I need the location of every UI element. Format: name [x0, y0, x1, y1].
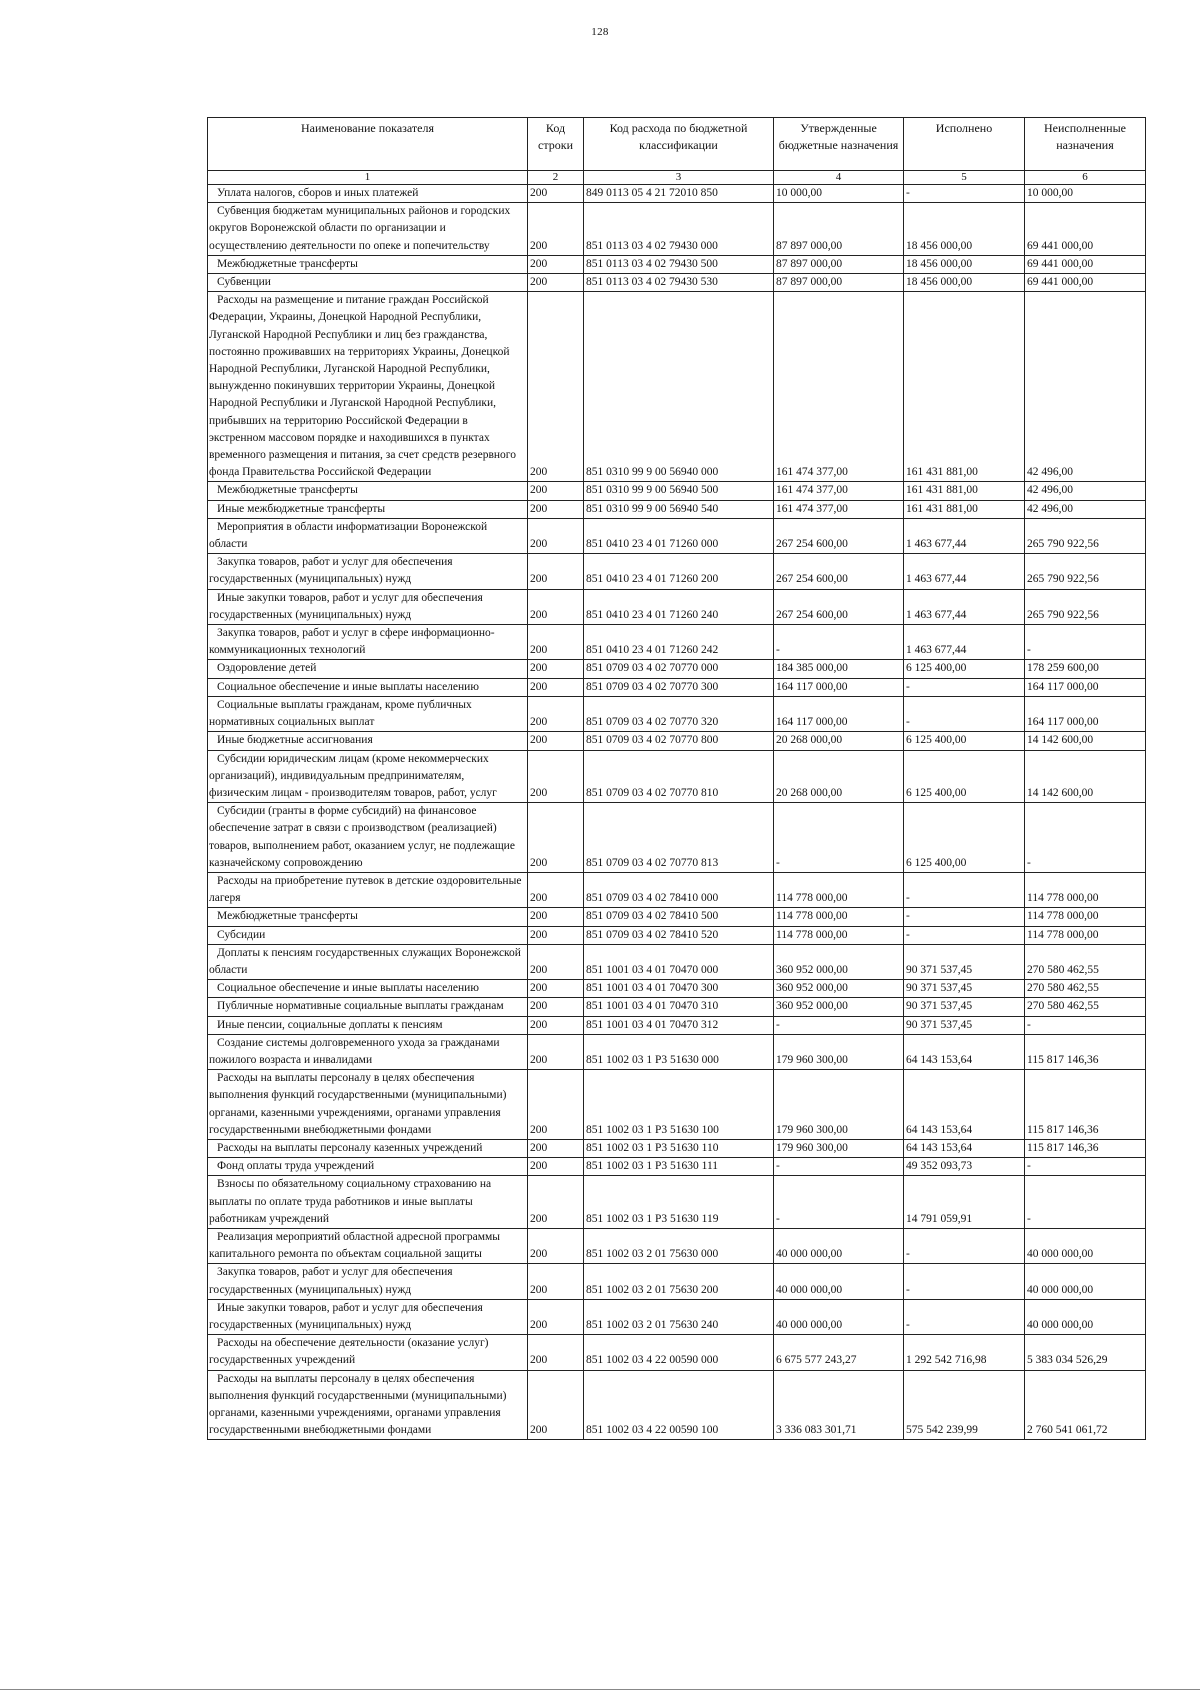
row-classification-code-cell: 851 1001 03 4 01 70470 300 [584, 980, 774, 998]
row-name-cell: Субвенция бюджетам муниципальных районов и городских округов Воронежской области по организации и осуществлению деятельности по опеке и попечительству [208, 203, 528, 256]
row-line-code-cell: 200 [528, 255, 584, 273]
row-line-code-cell: 200 [528, 732, 584, 750]
row-executed-cell: 1 463 677,44 [904, 589, 1025, 624]
row-executed-cell: - [904, 926, 1025, 944]
row-classification-code-cell: 851 0310 99 9 00 56940 500 [584, 482, 774, 500]
row-approved-cell: 20 268 000,00 [774, 732, 904, 750]
row-executed-cell: 6 125 400,00 [904, 750, 1025, 803]
row-approved-cell: 360 952 000,00 [774, 980, 904, 998]
row-name-cell: Оздоровление детей [208, 660, 528, 678]
table-row [208, 1016, 1146, 1034]
row-approved-cell: 164 117 000,00 [774, 696, 904, 731]
row-unexecuted-cell: 270 580 462,55 [1025, 980, 1146, 998]
row-line-code-cell: 200 [528, 203, 584, 256]
row-approved-cell: 40 000 000,00 [774, 1299, 904, 1334]
row-approved-cell: 114 778 000,00 [774, 872, 904, 907]
row-approved-cell: 87 897 000,00 [774, 203, 904, 256]
row-unexecuted-cell: 114 778 000,00 [1025, 872, 1146, 907]
row-classification-code-cell: 851 0709 03 4 02 78410 520 [584, 926, 774, 944]
row-classification-code-cell: 851 0709 03 4 02 78410 500 [584, 908, 774, 926]
row-executed-cell: 161 431 881,00 [904, 500, 1025, 518]
row-approved-cell: 179 960 300,00 [774, 1139, 904, 1157]
row-approved-cell: 114 778 000,00 [774, 926, 904, 944]
row-name-cell: Расходы на приобретение путевок в детские оздоровительные лагеря [208, 872, 528, 907]
row-name-cell: Иные бюджетные ассигнования [208, 732, 528, 750]
row-approved-cell: 40 000 000,00 [774, 1228, 904, 1263]
row-executed-cell: 90 371 537,45 [904, 980, 1025, 998]
row-line-code-cell: 200 [528, 1176, 584, 1229]
row-approved-cell: 161 474 377,00 [774, 500, 904, 518]
row-executed-cell: 90 371 537,45 [904, 998, 1025, 1016]
row-line-code-cell: 200 [528, 1228, 584, 1263]
row-name-cell: Реализация мероприятий областной адресной программы капитального ремонта по объектам социальной защиты [208, 1228, 528, 1263]
row-name-cell: Социальные выплаты гражданам, кроме публичных нормативных социальных выплат [208, 696, 528, 731]
row-line-code-cell: 200 [528, 1158, 584, 1176]
row-approved-cell: 267 254 600,00 [774, 589, 904, 624]
budget-execution-table-wrapper [207, 117, 1145, 1440]
row-classification-code-cell: 851 1002 03 1 P3 51630 100 [584, 1070, 774, 1140]
row-line-code-cell: 200 [528, 926, 584, 944]
row-line-code-cell: 200 [528, 696, 584, 731]
row-line-code-cell: 200 [528, 500, 584, 518]
row-classification-code-cell: 851 0709 03 4 02 78410 000 [584, 872, 774, 907]
table-row [208, 980, 1146, 998]
header-budget-classification-code: Код расхода по бюджетной классификации [584, 118, 774, 171]
table-row [208, 554, 1146, 589]
table-row [208, 500, 1146, 518]
row-line-code-cell: 200 [528, 1335, 584, 1370]
row-unexecuted-cell: 115 817 146,36 [1025, 1139, 1146, 1157]
row-classification-code-cell: 851 0709 03 4 02 70770 800 [584, 732, 774, 750]
row-line-code-cell: 200 [528, 660, 584, 678]
column-number: 2 [528, 171, 584, 185]
row-unexecuted-cell: 69 441 000,00 [1025, 203, 1146, 256]
row-line-code-cell: 200 [528, 1139, 584, 1157]
row-classification-code-cell: 851 0709 03 4 02 70770 320 [584, 696, 774, 731]
row-name-cell: Расходы на выплаты персоналу в целях обеспечения выполнения функций государственными (муниципальными) органами, казенными учреждениями, органами управления государственными внебюджетными фондами [208, 1370, 528, 1440]
row-approved-cell: - [774, 1176, 904, 1229]
row-unexecuted-cell: 69 441 000,00 [1025, 255, 1146, 273]
row-executed-cell: 1 463 677,44 [904, 625, 1025, 660]
row-executed-cell: 6 125 400,00 [904, 660, 1025, 678]
row-classification-code-cell: 851 0113 03 4 02 79430 000 [584, 203, 774, 256]
table-row [208, 926, 1146, 944]
row-executed-cell: 6 125 400,00 [904, 803, 1025, 873]
row-name-cell: Публичные нормативные социальные выплаты гражданам [208, 998, 528, 1016]
row-executed-cell: 18 456 000,00 [904, 255, 1025, 273]
row-line-code-cell: 200 [528, 1034, 584, 1069]
table-header [208, 118, 1146, 171]
row-name-cell: Расходы на выплаты персоналу казенных учреждений [208, 1139, 528, 1157]
row-unexecuted-cell: 40 000 000,00 [1025, 1264, 1146, 1299]
row-name-cell: Взносы по обязательному социальному страхованию на выплаты по оплате труда работников и иные выплаты работникам учреждений [208, 1176, 528, 1229]
row-line-code-cell: 200 [528, 944, 584, 979]
row-executed-cell: - [904, 872, 1025, 907]
table-row [208, 1176, 1146, 1229]
row-line-code-cell: 200 [528, 625, 584, 660]
row-executed-cell: - [904, 185, 1025, 203]
row-line-code-cell: 200 [528, 998, 584, 1016]
row-executed-cell: 64 143 153,64 [904, 1139, 1025, 1157]
row-name-cell: Субвенции [208, 274, 528, 292]
row-classification-code-cell: 851 1002 03 2 01 75630 200 [584, 1264, 774, 1299]
row-name-cell: Закупка товаров, работ и услуг в сфере информационно-коммуникационных технологий [208, 625, 528, 660]
row-name-cell: Закупка товаров, работ и услуг для обеспечения государственных (муниципальных) нужд [208, 1264, 528, 1299]
row-name-cell: Субсидии [208, 926, 528, 944]
table-row [208, 944, 1146, 979]
row-executed-cell: 49 352 093,73 [904, 1158, 1025, 1176]
row-name-cell: Мероприятия в области информатизации Воронежской области [208, 518, 528, 553]
table-row [208, 255, 1146, 273]
row-executed-cell: - [904, 1228, 1025, 1263]
row-line-code-cell: 200 [528, 292, 584, 482]
row-unexecuted-cell: 14 142 600,00 [1025, 750, 1146, 803]
header-line-code: Код строки [528, 118, 584, 171]
row-unexecuted-cell: 164 117 000,00 [1025, 696, 1146, 731]
table-row [208, 482, 1146, 500]
row-approved-cell: 114 778 000,00 [774, 908, 904, 926]
column-number: 4 [774, 171, 904, 185]
table-row [208, 1299, 1146, 1334]
row-unexecuted-cell: - [1025, 625, 1146, 660]
table-row [208, 660, 1146, 678]
row-approved-cell: 267 254 600,00 [774, 518, 904, 553]
row-line-code-cell: 200 [528, 554, 584, 589]
row-classification-code-cell: 851 1002 03 1 P3 51630 000 [584, 1034, 774, 1069]
row-unexecuted-cell: 270 580 462,55 [1025, 944, 1146, 979]
row-executed-cell: - [904, 1264, 1025, 1299]
row-unexecuted-cell: 265 790 922,56 [1025, 589, 1146, 624]
row-classification-code-cell: 851 1002 03 2 01 75630 000 [584, 1228, 774, 1263]
header-executed: Исполнено [904, 118, 1025, 171]
row-name-cell: Межбюджетные трансферты [208, 482, 528, 500]
row-executed-cell: 161 431 881,00 [904, 482, 1025, 500]
table-row [208, 696, 1146, 731]
row-unexecuted-cell: 40 000 000,00 [1025, 1228, 1146, 1263]
page-number: 128 [591, 26, 609, 38]
table-row [208, 750, 1146, 803]
row-approved-cell: 161 474 377,00 [774, 292, 904, 482]
table-row [208, 732, 1146, 750]
row-unexecuted-cell: 69 441 000,00 [1025, 274, 1146, 292]
header-indicator-name: Наименование показателя [208, 118, 528, 171]
row-classification-code-cell: 851 1001 03 4 01 70470 310 [584, 998, 774, 1016]
row-approved-cell: 179 960 300,00 [774, 1070, 904, 1140]
row-unexecuted-cell: 42 496,00 [1025, 500, 1146, 518]
column-number: 1 [208, 171, 528, 185]
row-name-cell: Расходы на размещение и питание граждан Российской Федерации, Украины, Донецкой Народной Республики, Луганской Народной Республики и лиц без гражданства, постоянно проживавших на территориях Украины, Донецкой Народной Республики, Луганской Народной Республики, вынужденно покинувших территории Украины, Донецкой Народной Республики и Луганской Народной Республики, прибывших на территорию Российской Федерации в экстренном массовом порядке и находившихся в пунктах временного размещения и питания, за счет средств резервного фонда Правительства Российской Федерации [208, 292, 528, 482]
row-approved-cell: 3 336 083 301,71 [774, 1370, 904, 1440]
row-executed-cell: 1 463 677,44 [904, 554, 1025, 589]
table-row [208, 1158, 1146, 1176]
row-unexecuted-cell: 10 000,00 [1025, 185, 1146, 203]
row-unexecuted-cell: - [1025, 803, 1146, 873]
table-row [208, 1335, 1146, 1370]
table-row [208, 1034, 1146, 1069]
row-classification-code-cell: 851 1002 03 4 22 00590 000 [584, 1335, 774, 1370]
table-row [208, 185, 1146, 203]
row-classification-code-cell: 851 1002 03 2 01 75630 240 [584, 1299, 774, 1334]
row-approved-cell: 20 268 000,00 [774, 750, 904, 803]
row-classification-code-cell: 851 0709 03 4 02 70770 810 [584, 750, 774, 803]
row-unexecuted-cell: 270 580 462,55 [1025, 998, 1146, 1016]
row-executed-cell: 18 456 000,00 [904, 203, 1025, 256]
row-executed-cell: 1 292 542 716,98 [904, 1335, 1025, 1370]
row-executed-cell: 64 143 153,64 [904, 1070, 1025, 1140]
row-unexecuted-cell: - [1025, 1016, 1146, 1034]
row-name-cell: Социальное обеспечение и иные выплаты населению [208, 980, 528, 998]
row-line-code-cell: 200 [528, 1370, 584, 1440]
row-executed-cell: - [904, 696, 1025, 731]
row-name-cell: Уплата налогов, сборов и иных платежей [208, 185, 528, 203]
row-unexecuted-cell: 115 817 146,36 [1025, 1070, 1146, 1140]
row-unexecuted-cell: 114 778 000,00 [1025, 926, 1146, 944]
row-name-cell: Закупка товаров, работ и услуг для обеспечения государственных (муниципальных) нужд [208, 554, 528, 589]
row-approved-cell: 184 385 000,00 [774, 660, 904, 678]
row-classification-code-cell: 851 0410 23 4 01 71260 240 [584, 589, 774, 624]
row-classification-code-cell: 851 0709 03 4 02 70770 000 [584, 660, 774, 678]
row-line-code-cell: 200 [528, 274, 584, 292]
row-classification-code-cell: 851 1002 03 1 P3 51630 119 [584, 1176, 774, 1229]
row-classification-code-cell: 851 1002 03 1 P3 51630 111 [584, 1158, 774, 1176]
row-classification-code-cell: 851 0113 03 4 02 79430 500 [584, 255, 774, 273]
row-approved-cell: - [774, 1016, 904, 1034]
row-classification-code-cell: 851 0410 23 4 01 71260 000 [584, 518, 774, 553]
row-approved-cell: 87 897 000,00 [774, 274, 904, 292]
column-number: 6 [1025, 171, 1146, 185]
table-row [208, 1070, 1146, 1140]
row-executed-cell: 575 542 239,99 [904, 1370, 1025, 1440]
header-unexecuted-appropriations: Неисполненные назначения [1025, 118, 1146, 171]
row-executed-cell: 90 371 537,45 [904, 944, 1025, 979]
table-row [208, 274, 1146, 292]
row-line-code-cell: 200 [528, 482, 584, 500]
row-name-cell: Доплаты к пенсиям государственных служащих Воронежской области [208, 944, 528, 979]
row-executed-cell: 161 431 881,00 [904, 292, 1025, 482]
table-row [208, 589, 1146, 624]
row-name-cell: Расходы на выплаты персоналу в целях обеспечения выполнения функций государственными (муниципальными) органами, казенными учреждениями, органами управления государственными внебюджетными фондами [208, 1070, 528, 1140]
row-unexecuted-cell: 40 000 000,00 [1025, 1299, 1146, 1334]
row-unexecuted-cell: - [1025, 1158, 1146, 1176]
row-line-code-cell: 200 [528, 1016, 584, 1034]
row-name-cell: Социальное обеспечение и иные выплаты населению [208, 678, 528, 696]
table-row [208, 292, 1146, 482]
table-row [208, 203, 1146, 256]
column-number: 5 [904, 171, 1025, 185]
table-row [208, 908, 1146, 926]
row-line-code-cell: 200 [528, 750, 584, 803]
row-line-code-cell: 200 [528, 1299, 584, 1334]
column-number-row [208, 171, 1146, 185]
budget-execution-table [207, 117, 1146, 1440]
row-executed-cell: 14 791 059,91 [904, 1176, 1025, 1229]
row-name-cell: Межбюджетные трансферты [208, 908, 528, 926]
row-name-cell: Фонд оплаты труда учреждений [208, 1158, 528, 1176]
row-classification-code-cell: 851 0113 03 4 02 79430 530 [584, 274, 774, 292]
row-classification-code-cell: 849 0113 05 4 21 72010 850 [584, 185, 774, 203]
row-classification-code-cell: 851 0310 99 9 00 56940 540 [584, 500, 774, 518]
row-line-code-cell: 200 [528, 678, 584, 696]
row-line-code-cell: 200 [528, 908, 584, 926]
table-row [208, 678, 1146, 696]
row-unexecuted-cell: - [1025, 1176, 1146, 1229]
row-classification-code-cell: 851 1001 03 4 01 70470 000 [584, 944, 774, 979]
row-line-code-cell: 200 [528, 185, 584, 203]
row-name-cell: Межбюджетные трансферты [208, 255, 528, 273]
row-line-code-cell: 200 [528, 980, 584, 998]
row-classification-code-cell: 851 0410 23 4 01 71260 242 [584, 625, 774, 660]
row-executed-cell: - [904, 1299, 1025, 1334]
row-approved-cell: 161 474 377,00 [774, 482, 904, 500]
table-row [208, 872, 1146, 907]
row-unexecuted-cell: 42 496,00 [1025, 482, 1146, 500]
header-approved-appropriations: Утвержденные бюджетные назначения [774, 118, 904, 171]
row-approved-cell: 267 254 600,00 [774, 554, 904, 589]
row-approved-cell: 164 117 000,00 [774, 678, 904, 696]
row-name-cell: Расходы на обеспечение деятельности (оказание услуг) государственных учреждений [208, 1335, 528, 1370]
row-classification-code-cell: 851 1002 03 4 22 00590 100 [584, 1370, 774, 1440]
row-unexecuted-cell: 265 790 922,56 [1025, 554, 1146, 589]
row-unexecuted-cell: 115 817 146,36 [1025, 1034, 1146, 1069]
row-unexecuted-cell: 14 142 600,00 [1025, 732, 1146, 750]
row-name-cell: Субсидии юридическим лицам (кроме некоммерческих организаций), индивидуальным предпринимателям, физическим лицам - производителям товаров, работ, услуг [208, 750, 528, 803]
row-unexecuted-cell: 178 259 600,00 [1025, 660, 1146, 678]
row-approved-cell: - [774, 803, 904, 873]
table-row [208, 1264, 1146, 1299]
table-row [208, 998, 1146, 1016]
row-executed-cell: 1 463 677,44 [904, 518, 1025, 553]
row-unexecuted-cell: 5 383 034 526,29 [1025, 1335, 1146, 1370]
row-approved-cell: 40 000 000,00 [774, 1264, 904, 1299]
row-name-cell: Иные закупки товаров, работ и услуг для обеспечения государственных (муниципальных) нужд [208, 1299, 528, 1334]
row-approved-cell: 6 675 577 243,27 [774, 1335, 904, 1370]
row-classification-code-cell: 851 1001 03 4 01 70470 312 [584, 1016, 774, 1034]
row-unexecuted-cell: 164 117 000,00 [1025, 678, 1146, 696]
table-row [208, 1370, 1146, 1440]
row-executed-cell: - [904, 908, 1025, 926]
table-body [208, 185, 1146, 1440]
row-unexecuted-cell: 265 790 922,56 [1025, 518, 1146, 553]
row-name-cell: Иные пенсии, социальные доплаты к пенсиям [208, 1016, 528, 1034]
scan-bottom-edge [0, 1689, 1200, 1690]
row-executed-cell: 64 143 153,64 [904, 1034, 1025, 1069]
row-approved-cell: 10 000,00 [774, 185, 904, 203]
row-line-code-cell: 200 [528, 589, 584, 624]
row-line-code-cell: 200 [528, 1070, 584, 1140]
row-line-code-cell: 200 [528, 518, 584, 553]
row-line-code-cell: 200 [528, 872, 584, 907]
row-name-cell: Субсидии (гранты в форме субсидий) на финансовое обеспечение затрат в связи с производством (реализацией) товаров, выполнением работ, оказанием услуг, не подлежащие казначейскому сопровождению [208, 803, 528, 873]
row-unexecuted-cell: 42 496,00 [1025, 292, 1146, 482]
row-name-cell: Создание системы долговременного ухода за гражданами пожилого возраста и инвалидами [208, 1034, 528, 1069]
row-approved-cell: - [774, 1158, 904, 1176]
row-executed-cell: 6 125 400,00 [904, 732, 1025, 750]
table-row [208, 625, 1146, 660]
row-classification-code-cell: 851 0709 03 4 02 70770 300 [584, 678, 774, 696]
row-approved-cell: 87 897 000,00 [774, 255, 904, 273]
row-unexecuted-cell: 114 778 000,00 [1025, 908, 1146, 926]
table-row [208, 518, 1146, 553]
table-row [208, 1228, 1146, 1263]
row-approved-cell: - [774, 625, 904, 660]
row-classification-code-cell: 851 0410 23 4 01 71260 200 [584, 554, 774, 589]
row-executed-cell: 90 371 537,45 [904, 1016, 1025, 1034]
row-classification-code-cell: 851 1002 03 1 P3 51630 110 [584, 1139, 774, 1157]
row-approved-cell: 179 960 300,00 [774, 1034, 904, 1069]
column-number: 3 [584, 171, 774, 185]
row-classification-code-cell: 851 0310 99 9 00 56940 000 [584, 292, 774, 482]
row-classification-code-cell: 851 0709 03 4 02 70770 813 [584, 803, 774, 873]
row-name-cell: Иные закупки товаров, работ и услуг для обеспечения государственных (муниципальных) нужд [208, 589, 528, 624]
table-row [208, 1139, 1146, 1157]
row-line-code-cell: 200 [528, 1264, 584, 1299]
row-executed-cell: 18 456 000,00 [904, 274, 1025, 292]
row-approved-cell: 360 952 000,00 [774, 998, 904, 1016]
row-line-code-cell: 200 [528, 803, 584, 873]
row-approved-cell: 360 952 000,00 [774, 944, 904, 979]
row-unexecuted-cell: 2 760 541 061,72 [1025, 1370, 1146, 1440]
row-name-cell: Иные межбюджетные трансферты [208, 500, 528, 518]
row-executed-cell: - [904, 678, 1025, 696]
table-row [208, 803, 1146, 873]
